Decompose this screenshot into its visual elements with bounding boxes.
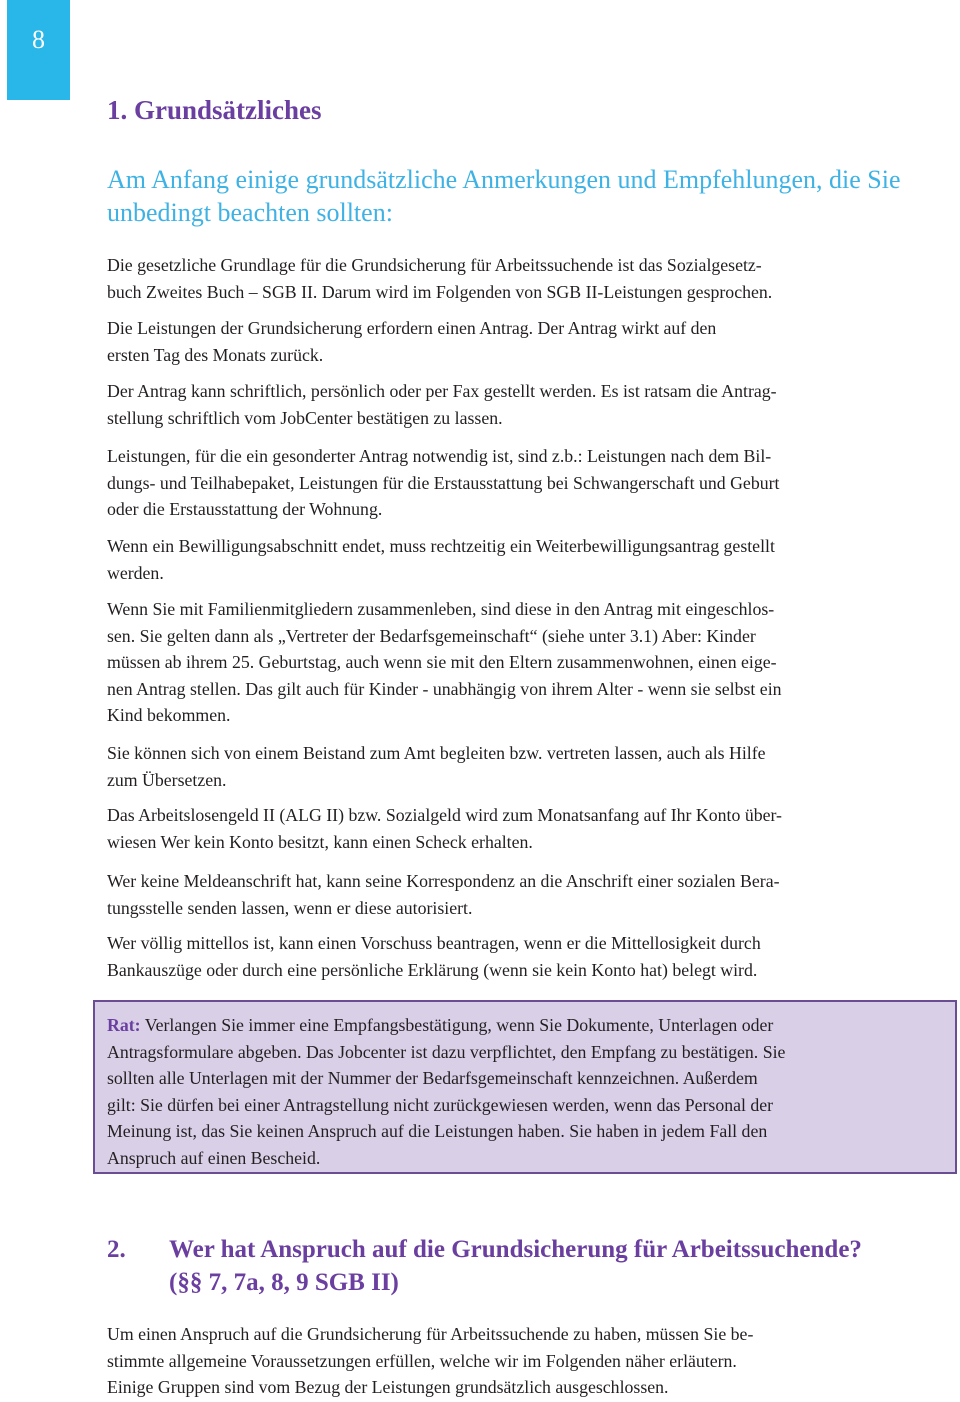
text-line: tungsstelle senden lassen, wenn er diese autorisiert. xyxy=(107,897,473,918)
text-line: müssen ab ihrem 25. Geburtstag, auch wenn sie mit den Eltern zusammenwohnen, einen eige- xyxy=(107,652,777,672)
text-line: buch Zweites Buch – SGB II. Darum wird im Folgenden von SGB II-Leistungen gesprochen. xyxy=(107,281,773,302)
text-line: ersten Tag des Monats zurück. xyxy=(107,344,324,365)
paragraph xyxy=(107,930,949,983)
text-line: Sie können sich von einem Beistand zum Amt begleiten bzw. vertreten lassen, auch als Hilfe xyxy=(107,743,766,763)
text-line: Wer völlig mittellos ist, kann einen Vorschuss beantragen, wenn er die Mittellosigkeit durch xyxy=(107,933,761,953)
text-line: Antragsformulare abgeben. Das Jobcenter ist dazu verpflichtet, den Empfang zu bestätigen. Sie xyxy=(107,1041,786,1062)
text-line: gilt: Sie dürfen bei einer Antragstellung nicht zurückgewiesen werden, wenn das Personal der xyxy=(107,1094,774,1115)
title-line: (§§ 7, 7a, 8, 9 SGB II) xyxy=(169,1269,399,1296)
paragraph xyxy=(107,740,949,793)
paragraph xyxy=(107,533,949,586)
text-line: oder die Erstausstattung der Wohnung. xyxy=(107,499,383,519)
section-title xyxy=(169,1233,862,1299)
paragraph xyxy=(107,596,949,729)
text-line: Um einen Anspruch auf die Grundsicherung für Arbeitssuchende zu haben, müssen Sie be- xyxy=(107,1324,754,1344)
section-heading-grundsaetzliches: 1. Grundsätzliches xyxy=(107,95,322,125)
advice-box xyxy=(93,1000,957,1174)
text-line: Bankauszüge oder durch eine persönliche Erklärung (wenn sie kein Konto hat) belegt wird. xyxy=(107,959,758,980)
advice-first-line: Verlangen Sie immer eine Empfangsbestätigung, wenn Sie Dokumente, Unterlagen oder xyxy=(140,1015,774,1035)
page-number: 8 xyxy=(32,25,45,54)
intro-subheading: Am Anfang einige grundsätzliche Anmerkungen und Empfehlungen, die Sie unbedingt beachten sollten: xyxy=(107,165,901,227)
text-line: Die Leistungen der Grundsicherung erfordern einen Antrag. Der Antrag wirkt auf den xyxy=(107,318,717,338)
section-number: 2. xyxy=(107,1236,126,1263)
text-line: Kind bekommen. xyxy=(107,705,231,725)
text-line: stellung schriftlich vom JobCenter bestätigen zu lassen. xyxy=(107,407,503,428)
paragraph xyxy=(107,315,949,368)
title-line: Wer hat Anspruch auf die Grundsicherung für Arbeitssuchende? xyxy=(169,1236,862,1263)
advice-text xyxy=(107,1012,947,1171)
text-line: nen Antrag stellen. Das gilt auch für Kinder - unabhängig von ihrem Alter - wenn sie selbst ein xyxy=(107,678,782,699)
text-line: Das Arbeitslosengeld II (ALG II) bzw. Sozialgeld wird zum Monatsanfang auf Ihr Konto über- xyxy=(107,805,782,825)
text-line: Anspruch auf einen Bescheid. xyxy=(107,1147,321,1168)
paragraph xyxy=(107,443,949,523)
text-line: Meinung ist, das Sie keinen Anspruch auf die Leistungen haben. Sie haben in jedem Fall den xyxy=(107,1121,768,1141)
paragraph xyxy=(107,868,949,921)
text-line: werden. xyxy=(107,562,164,583)
text-line: dungs- und Teilhabepaket, Leistungen für die Erstausstattung bei Schwangerschaft und Geburt xyxy=(107,472,780,493)
paragraph xyxy=(107,802,949,855)
text-line: Einige Gruppen sind vom Bezug der Leistungen grundsätzlich ausgeschlossen. xyxy=(107,1377,669,1397)
text-line: wiesen Wer kein Konto besitzt, kann einen Scheck erhalten. xyxy=(107,831,533,852)
text-line: Die gesetzliche Grundlage für die Grundsicherung für Arbeitssuchende ist das Sozialgesetz- xyxy=(107,255,762,275)
text-line: Der Antrag kann schriftlich, persönlich oder per Fax gestellt werden. Es ist ratsam die Antrag- xyxy=(107,381,777,401)
text-line: Wenn ein Bewilligungsabschnitt endet, muss rechtzeitig ein Weiterbewilligungsantrag gestellt xyxy=(107,536,775,556)
text-line: Wer keine Meldeanschrift hat, kann seine Korrespondenz an die Anschrift einer sozialen Bera- xyxy=(107,871,780,891)
paragraph xyxy=(107,378,949,431)
text-line: sollten alle Unterlagen mit der Nummer der Bedarfsgemeinschaft kennzeichnen. Außerdem xyxy=(107,1068,758,1088)
paragraph xyxy=(107,1321,949,1401)
text-line: Leistungen, für die ein gesonderter Antrag notwendig ist, sind z.b.: Leistungen nach dem Bil- xyxy=(107,446,772,466)
text-line: Wenn Sie mit Familienmitgliedern zusammenleben, sind diese in den Antrag mit eingeschlos- xyxy=(107,599,775,619)
text-line: stimmte allgemeine Voraussetzungen erfüllen, welche wir im Folgenden näher erläutern. xyxy=(107,1350,737,1371)
page-number-tab xyxy=(7,0,70,100)
text-line xyxy=(107,1012,947,1039)
advice-label: Rat: xyxy=(107,1015,141,1035)
paragraph xyxy=(107,252,949,305)
text-line: sen. Sie gelten dann als „Vertreter der Bedarfsgemeinschaft“ (siehe unter 3.1) Aber: Kinder xyxy=(107,625,756,646)
text-line: zum Übersetzen. xyxy=(107,769,227,790)
